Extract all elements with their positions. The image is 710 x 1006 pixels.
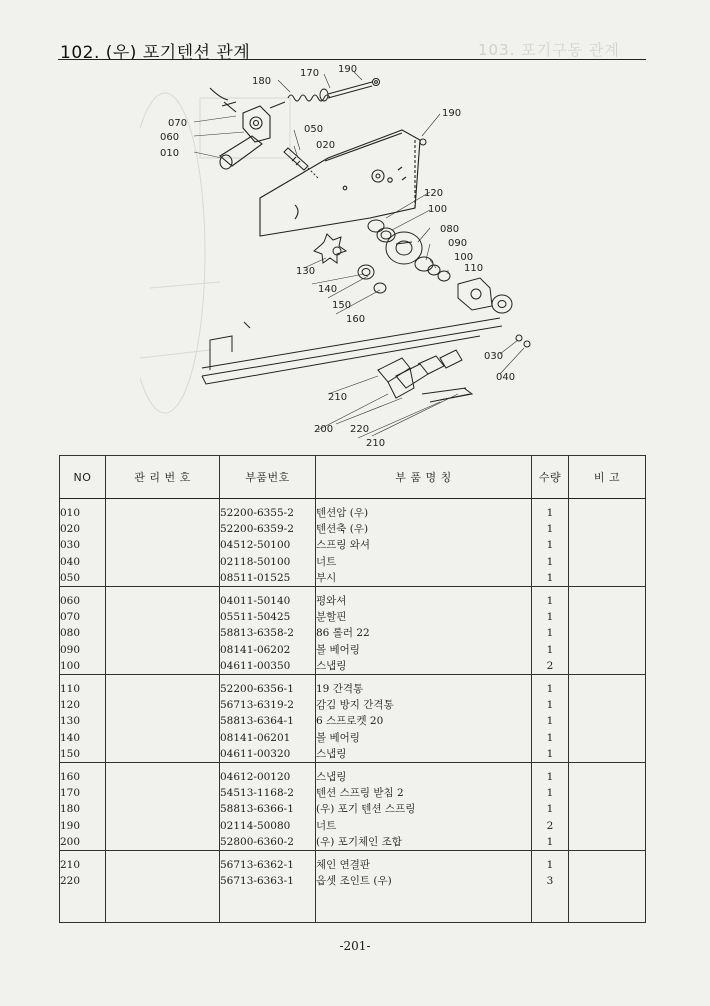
- table-row-group: [60, 499, 646, 587]
- part-number: 52200-6359-2: [220, 523, 294, 536]
- callout-050: 050: [304, 124, 324, 135]
- tension-frame-plate: [260, 130, 420, 236]
- part-name: 체인 연결판: [316, 859, 371, 872]
- remarks-cell: [569, 763, 646, 851]
- part-name: 분할핀: [316, 611, 347, 624]
- item-no: 200: [60, 835, 81, 848]
- item-no: 020: [60, 523, 81, 536]
- sprocket-roller-stack: [314, 220, 450, 293]
- header-remarks: 비 고: [569, 456, 646, 499]
- callout-070: 070: [168, 118, 188, 129]
- item-no: 220: [60, 875, 81, 888]
- callout-100-lower: 100: [454, 252, 474, 263]
- part-qty: 1: [546, 747, 554, 760]
- part-qty: 1: [546, 555, 554, 568]
- page-number: -201-: [339, 939, 371, 953]
- part-name: 부시: [316, 571, 337, 584]
- callout-190-right: 190: [442, 108, 462, 119]
- callout-010: 010: [160, 148, 180, 159]
- callout-040: 040: [496, 372, 516, 383]
- item-no: 190: [60, 819, 81, 832]
- callout-220: 220: [350, 424, 370, 435]
- idler-bracket: [458, 278, 530, 347]
- header-no: NO: [60, 456, 106, 499]
- callout-060: 060: [160, 132, 180, 143]
- part-qty: 1: [546, 715, 554, 728]
- callout-110: 110: [464, 263, 484, 274]
- part-number: 56713-6363-1: [220, 875, 294, 888]
- callout-labels: [160, 64, 515, 449]
- part-qty: 1: [546, 595, 554, 608]
- table-header-row: [60, 456, 646, 499]
- part-number: 58813-6366-1: [220, 803, 294, 816]
- callout-160: 160: [346, 314, 366, 325]
- part-qty: 1: [546, 523, 554, 536]
- callout-100-upper: 100: [428, 204, 448, 215]
- item-no: 090: [60, 643, 81, 656]
- callout-080: 080: [440, 224, 460, 235]
- part-qty: 1: [546, 731, 554, 744]
- part-number: 58813-6364-1: [220, 715, 294, 728]
- part-qty: 1: [546, 699, 554, 712]
- part-name: 스냅링: [316, 771, 347, 784]
- management-no-cell: [106, 587, 220, 675]
- item-no: 100: [60, 659, 81, 672]
- callout-030: 030: [484, 351, 504, 362]
- part-number: 08141-06201: [220, 731, 291, 744]
- part-qty: 1: [546, 787, 554, 800]
- item-no: 210: [60, 859, 81, 872]
- part-number: 04611-00320: [220, 747, 291, 760]
- part-name: 스냅링: [316, 659, 347, 672]
- part-number: 08511-01525: [220, 571, 291, 584]
- part-qty: 2: [546, 659, 554, 672]
- part-name: 스냅링: [316, 747, 347, 760]
- header-qty: 수량: [532, 456, 569, 499]
- part-qty: 2: [546, 819, 554, 832]
- part-name: 텐션 스프링 받침 2: [316, 787, 404, 800]
- page-title: 102. (우) 포기텐션 관계: [60, 43, 251, 63]
- part-name: 스프링 와셔: [316, 539, 371, 552]
- callout-020: 020: [316, 140, 336, 151]
- item-no: 130: [60, 715, 81, 728]
- part-qty: 1: [546, 771, 554, 784]
- item-no: 170: [60, 787, 81, 800]
- table-body: [60, 499, 646, 923]
- part-name: 텐션축 (우): [316, 523, 369, 536]
- callout-170: 170: [300, 68, 320, 79]
- item-no: 050: [60, 571, 81, 584]
- callout-140: 140: [318, 284, 338, 295]
- part-qty: 1: [546, 803, 554, 816]
- remarks-cell: [569, 587, 646, 675]
- header-part-name: 부 품 명 칭: [316, 456, 532, 499]
- callout-130: 130: [296, 266, 316, 277]
- item-no: 150: [60, 747, 81, 760]
- remarks-cell: [569, 499, 646, 587]
- part-qty: 1: [546, 643, 554, 656]
- table-row-group: [60, 851, 646, 923]
- part-number: 56713-6362-1: [220, 859, 294, 872]
- part-qty: 1: [546, 539, 554, 552]
- management-no-cell: [106, 499, 220, 587]
- header-part-no: 부품번호: [220, 456, 316, 499]
- part-number: 52200-6356-1: [220, 683, 294, 696]
- callout-190-top: 190: [338, 64, 358, 75]
- part-qty: 1: [546, 859, 554, 872]
- callout-180: 180: [252, 76, 272, 87]
- item-no: 120: [60, 699, 81, 712]
- callout-150: 150: [332, 300, 352, 311]
- part-name: 86 롤러 22: [316, 627, 370, 640]
- part-qty: 1: [546, 683, 554, 696]
- bleed-through-title: 103. 포기구동 관계: [478, 41, 620, 59]
- item-no: 140: [60, 731, 81, 744]
- part-number: 04011-50140: [220, 595, 291, 608]
- part-number: 02114-50080: [220, 819, 291, 832]
- part-name: 19 간격통: [316, 683, 364, 696]
- part-number: 05511-50425: [220, 611, 291, 624]
- callout-090: 090: [448, 238, 468, 249]
- part-name: 텐션암 (우): [316, 507, 369, 519]
- part-number: 02118-50100: [220, 555, 291, 568]
- callout-120: 120: [424, 188, 444, 199]
- item-no: 070: [60, 611, 81, 624]
- item-no: 030: [60, 539, 81, 552]
- part-number: 08141-06202: [220, 643, 291, 656]
- table-row-group: [60, 675, 646, 763]
- part-number: 54513-1168-2: [220, 787, 294, 800]
- part-name: 볼 베어링: [316, 731, 360, 744]
- part-name: 너트: [316, 555, 337, 568]
- management-no-cell: [106, 763, 220, 851]
- item-no: 060: [60, 595, 81, 608]
- part-qty: 1: [546, 571, 554, 584]
- callout-210-left: 210: [328, 392, 348, 403]
- part-qty: 1: [546, 611, 554, 624]
- management-no-cell: [106, 675, 220, 763]
- tension-spring-assembly: [270, 79, 380, 109]
- part-qty: 1: [546, 835, 554, 848]
- part-name: 감김 방지 간격통: [316, 699, 394, 712]
- item-no: 180: [60, 803, 81, 816]
- part-number: 52800-6360-2: [220, 835, 294, 848]
- part-number: 04512-50100: [220, 539, 291, 552]
- callout-200: 200: [314, 424, 334, 435]
- tension-arm: [210, 88, 270, 169]
- part-number: 58813-6358-2: [220, 627, 294, 640]
- part-number: 56713-6319-2: [220, 699, 294, 712]
- table-row-group: [60, 763, 646, 851]
- tension-shaft: [284, 139, 426, 178]
- part-qty: 1: [546, 507, 554, 519]
- part-name: 6 스프로켓 20: [316, 715, 384, 728]
- header-management-no: 관 리 번 호: [106, 456, 220, 499]
- parts-table: [59, 455, 646, 923]
- part-name: 볼 베어링: [316, 643, 360, 656]
- remarks-cell: [569, 851, 646, 923]
- part-qty: 1: [546, 627, 554, 640]
- part-qty: 3: [546, 875, 554, 888]
- item-no: 080: [60, 627, 81, 640]
- table-row-group: [60, 587, 646, 675]
- part-name: 옵셋 조인트 (우): [316, 875, 392, 888]
- part-name: 너트: [316, 819, 337, 832]
- part-name: 평와셔: [316, 595, 347, 608]
- part-number: 04612-00120: [220, 771, 291, 784]
- item-no: 160: [60, 771, 81, 784]
- exploded-parts-diagram: [140, 58, 540, 450]
- part-number: 52200-6355-2: [220, 507, 294, 519]
- part-number: 04611-00350: [220, 659, 291, 672]
- item-no: 110: [60, 683, 81, 696]
- management-no-cell: [106, 851, 220, 923]
- callout-210-bottom: 210: [366, 438, 386, 449]
- item-no: 040: [60, 555, 81, 568]
- remarks-cell: [569, 675, 646, 763]
- item-no: 010: [60, 507, 81, 519]
- part-name: (우) 포기 텐션 스프링: [316, 803, 416, 816]
- part-name: (우) 포기체인 조합: [316, 835, 402, 848]
